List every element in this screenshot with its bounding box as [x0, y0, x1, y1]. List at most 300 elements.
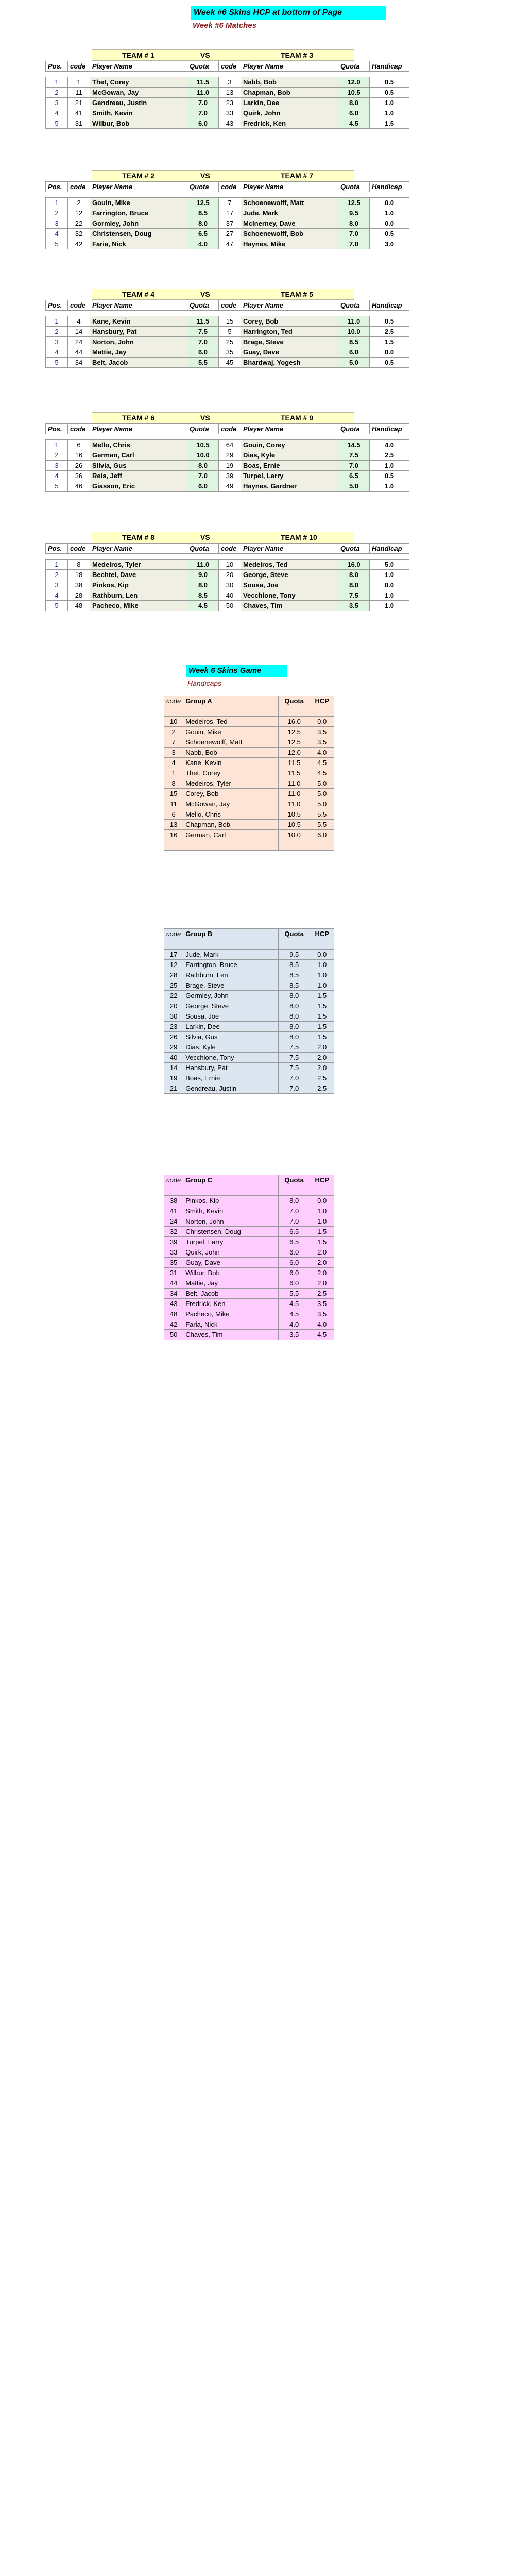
match-row: [46, 440, 409, 450]
team-header-row: [92, 412, 354, 423]
spacer-cell: [90, 72, 187, 77]
handicap-header: Handicap: [370, 300, 409, 311]
quota-cell: 8.0: [187, 461, 219, 471]
code-cell: 32: [164, 1227, 183, 1237]
group-row: [164, 1032, 334, 1042]
quota-cell: 5.5: [279, 1289, 310, 1299]
match-row: [46, 77, 409, 88]
player-header: Player Name: [241, 182, 338, 192]
match-header-row: [46, 544, 409, 554]
hcp-cell: 1.5: [310, 1001, 334, 1011]
quota-cell: 8.0: [338, 98, 370, 108]
player-header: Player Name: [241, 300, 338, 311]
match-table: [45, 423, 409, 492]
hcp-cell: 5.5: [310, 820, 334, 830]
code-cell: 43: [219, 118, 241, 129]
code-cell: 17: [164, 950, 183, 960]
quota-cell: 4.0: [279, 1319, 310, 1330]
quota-cell: 10.5: [187, 440, 219, 450]
quota-cell: 8.5: [279, 960, 310, 970]
player-header: Player Name: [241, 424, 338, 434]
pos-cell: 4: [46, 108, 68, 118]
spacer-cell: [187, 311, 219, 316]
pos-cell: 2: [46, 570, 68, 580]
team-left-label: TEAM # 1: [122, 51, 155, 59]
player-name-cell: Faria, Nick: [183, 1319, 279, 1330]
hcp-cell: 5.5: [310, 809, 334, 820]
code-cell: 39: [164, 1237, 183, 1247]
hcp-cell: 1.5: [310, 1227, 334, 1237]
match-row: [46, 239, 409, 249]
code-cell: 37: [219, 218, 241, 229]
group-row: [164, 1216, 334, 1227]
player-name-cell: Gendreau, Justin: [183, 1083, 279, 1094]
hcp-cell: 1.0: [310, 960, 334, 970]
code-cell: 47: [219, 239, 241, 249]
group-row: [164, 1309, 334, 1319]
pos-cell: 5: [46, 481, 68, 492]
spacer-cell: [183, 939, 279, 950]
quota-cell: 9.5: [338, 208, 370, 218]
spacer-cell: [219, 554, 241, 560]
code-header: code: [164, 929, 183, 939]
handicap-cell: 0.5: [370, 471, 409, 481]
player-name-cell: McGowan, Jay: [183, 799, 279, 809]
player-name-cell: Silvia, Gus: [183, 1032, 279, 1042]
pos-cell: 5: [46, 358, 68, 368]
quota-cell: 7.5: [338, 590, 370, 601]
code-cell: 38: [68, 580, 90, 590]
quota-cell: 6.0: [187, 118, 219, 129]
code-cell: 48: [164, 1309, 183, 1319]
pos-cell: 4: [46, 590, 68, 601]
vs-label: VS: [200, 172, 210, 180]
spacer-row: [164, 706, 334, 717]
group-row: [164, 778, 334, 789]
pos-cell: 2: [46, 450, 68, 461]
player-name-cell: Nabb, Bob: [241, 77, 338, 88]
code-cell: 20: [219, 570, 241, 580]
quota-cell: 7.0: [187, 337, 219, 347]
team-header-row: [92, 289, 354, 300]
player-name-cell: Norton, John: [183, 1216, 279, 1227]
quota-cell: 8.5: [338, 337, 370, 347]
match-block: [45, 289, 436, 368]
code-cell: 14: [68, 327, 90, 337]
hcp-cell: 3.5: [310, 1299, 334, 1309]
quota-cell: 8.0: [187, 580, 219, 590]
match-row: [46, 590, 409, 601]
player-name-cell: Chaves, Tim: [241, 601, 338, 611]
handicap-cell: 1.0: [370, 108, 409, 118]
code-cell: 6: [164, 809, 183, 820]
quota-cell: 8.0: [187, 218, 219, 229]
group-row: [164, 1053, 334, 1063]
player-name-cell: Schoenewolff, Matt: [241, 198, 338, 208]
group-row: [164, 809, 334, 820]
quota-cell: 6.5: [279, 1227, 310, 1237]
code-cell: 30: [219, 580, 241, 590]
player-name-cell: Gouin, Mike: [183, 727, 279, 737]
quota-cell: 12.5: [279, 727, 310, 737]
match-row: [46, 198, 409, 208]
hcp-cell: 1.0: [310, 970, 334, 980]
player-name-cell: Quirk, John: [183, 1247, 279, 1258]
pos-cell: 5: [46, 601, 68, 611]
hcp-cell: 1.5: [310, 991, 334, 1001]
quota-cell: 8.5: [187, 208, 219, 218]
hcp-cell: 2.0: [310, 1053, 334, 1063]
quota-cell: 8.0: [338, 570, 370, 580]
player-name-cell: Wilbur, Bob: [90, 118, 187, 129]
handicap-cell: 0.0: [370, 198, 409, 208]
quota-cell: 10.0: [187, 450, 219, 461]
hcp-cell: 1.5: [310, 1022, 334, 1032]
group-row: [164, 758, 334, 768]
code-cell: 39: [219, 471, 241, 481]
code-cell: 27: [219, 229, 241, 239]
pos-cell: 3: [46, 98, 68, 108]
match-row: [46, 560, 409, 570]
code-cell: 28: [68, 590, 90, 601]
player-name-cell: German, Carl: [90, 450, 187, 461]
hcp-cell: 1.0: [310, 980, 334, 991]
group-header-row: [164, 929, 334, 939]
group-row: [164, 991, 334, 1001]
quota-cell: 16.0: [279, 717, 310, 727]
pos-cell: 3: [46, 337, 68, 347]
code-header: code: [219, 300, 241, 311]
quota-cell: 7.0: [279, 1073, 310, 1083]
handicap-cell: 1.5: [370, 118, 409, 129]
handicap-cell: 1.0: [370, 601, 409, 611]
pos-cell: 1: [46, 77, 68, 88]
hcp-header: HCP: [310, 929, 334, 939]
group-row: [164, 950, 334, 960]
handicap-cell: 1.5: [370, 337, 409, 347]
match-block: [45, 49, 436, 129]
code-cell: 30: [164, 1011, 183, 1022]
spacer-cell: [187, 72, 219, 77]
quota-cell: 10.5: [279, 820, 310, 830]
code-cell: 25: [164, 980, 183, 991]
hcp-cell: 2.5: [310, 1289, 334, 1299]
group-row: [164, 1258, 334, 1268]
match-row: [46, 98, 409, 108]
match-row: [46, 580, 409, 590]
spacer-cell: [68, 434, 90, 440]
quota-cell: 6.0: [279, 1258, 310, 1268]
spacer-cell: [90, 554, 187, 560]
match-row: [46, 461, 409, 471]
group-row: [164, 1001, 334, 1011]
handicap-header: Handicap: [370, 544, 409, 554]
player-name-cell: Dias, Kyle: [241, 450, 338, 461]
spacer-cell: [338, 72, 370, 77]
code-cell: 31: [68, 118, 90, 129]
match-header-row: [46, 424, 409, 434]
spacer-cell: [187, 554, 219, 560]
code-cell: 48: [68, 601, 90, 611]
spacer-cell: [187, 192, 219, 198]
spacer-row: [164, 939, 334, 950]
hcp-cell: 4.5: [310, 768, 334, 778]
pos-header: Pos.: [46, 300, 68, 311]
spacer-cell: [68, 72, 90, 77]
player-name-cell: George, Steve: [183, 1001, 279, 1011]
quota-cell: 7.5: [338, 450, 370, 461]
quota-cell: 4.5: [279, 1309, 310, 1319]
quota-cell: 6.5: [187, 229, 219, 239]
group-row: [164, 768, 334, 778]
group-row: [164, 727, 334, 737]
quota-cell: 5.0: [338, 481, 370, 492]
code-cell: 13: [164, 820, 183, 830]
vs-label: VS: [200, 51, 210, 59]
group-row: [164, 820, 334, 830]
hcp-cell: 1.5: [310, 1011, 334, 1022]
player-header: Player Name: [90, 424, 187, 434]
quota-cell: 8.0: [338, 580, 370, 590]
player-name-cell: Christensen, Doug: [90, 229, 187, 239]
quota-cell: 11.5: [187, 77, 219, 88]
code-cell: 35: [164, 1258, 183, 1268]
quota-cell: 6.0: [187, 481, 219, 492]
handicap-cell: 2.5: [370, 327, 409, 337]
spacer-row: [46, 72, 409, 77]
code-cell: 15: [219, 316, 241, 327]
quota-cell: 8.5: [279, 970, 310, 980]
hcp-cell: 0.0: [310, 717, 334, 727]
player-name-cell: Norton, John: [90, 337, 187, 347]
handicap-cell: 3.0: [370, 239, 409, 249]
match-row: [46, 118, 409, 129]
hcp-cell: 3.5: [310, 727, 334, 737]
player-name-cell: Brage, Steve: [241, 337, 338, 347]
group-row: [164, 1237, 334, 1247]
code-cell: 14: [164, 1063, 183, 1073]
spacer-cell: [164, 1185, 183, 1196]
hcp-cell: 1.0: [310, 1216, 334, 1227]
group-row: [164, 1042, 334, 1053]
code-cell: 16: [164, 830, 183, 840]
match-header-row: [46, 300, 409, 311]
hcp-cell: 3.5: [310, 737, 334, 748]
team-right-label: TEAM # 7: [281, 172, 314, 180]
hcp-cell: 5.0: [310, 799, 334, 809]
player-name-cell: Fredrick, Ken: [241, 118, 338, 129]
quota-header: Quota: [338, 182, 370, 192]
pos-header: Pos.: [46, 544, 68, 554]
quota-cell: 4.5: [279, 1299, 310, 1309]
spacer-cell: [46, 434, 68, 440]
team-header-row: [92, 170, 354, 181]
code-cell: 19: [164, 1073, 183, 1083]
spacer-cell: [241, 192, 338, 198]
quota-cell: 11.0: [279, 778, 310, 789]
player-name-cell: Smith, Kevin: [183, 1206, 279, 1216]
hcp-cell: 2.5: [310, 1083, 334, 1094]
code-header: code: [68, 61, 90, 72]
code-cell: 11: [164, 799, 183, 809]
match-table: [45, 543, 409, 611]
group-row: [164, 1227, 334, 1237]
handicap-cell: 1.0: [370, 590, 409, 601]
code-cell: 41: [164, 1206, 183, 1216]
code-header: code: [164, 696, 183, 706]
spacer-cell: [46, 311, 68, 316]
code-cell: 10: [164, 717, 183, 727]
code-cell: 4: [68, 316, 90, 327]
hcp-cell: 6.0: [310, 830, 334, 840]
match-row: [46, 337, 409, 347]
code-cell: 19: [219, 461, 241, 471]
player-name-cell: Dias, Kyle: [183, 1042, 279, 1053]
quota-cell: 6.5: [279, 1237, 310, 1247]
hcp-cell: 2.0: [310, 1042, 334, 1053]
player-name-cell: Vecchione, Tony: [183, 1053, 279, 1063]
spacer-cell: [279, 939, 310, 950]
player-name-cell: Turpel, Larry: [241, 471, 338, 481]
page-title: Week #6 Skins HCP at bottom of Page: [191, 6, 386, 20]
team-header-row: [92, 532, 354, 543]
code-cell: 40: [219, 590, 241, 601]
match-table: [45, 181, 409, 249]
handicap-cell: 0.0: [370, 218, 409, 229]
spacer-row: [46, 554, 409, 560]
pos-cell: 3: [46, 218, 68, 229]
spacer-cell: [90, 311, 187, 316]
group-row: [164, 1083, 334, 1094]
quota-cell: 11.0: [187, 88, 219, 98]
hcp-cell: 1.5: [310, 1032, 334, 1042]
spacer-cell: [90, 434, 187, 440]
blank-cell: [164, 840, 183, 851]
player-name-cell: Medeiros, Tyler: [90, 560, 187, 570]
player-name-cell: Gouin, Mike: [90, 198, 187, 208]
player-name-cell: Turpel, Larry: [183, 1237, 279, 1247]
player-name-cell: Mello, Chris: [90, 440, 187, 450]
code-cell: 22: [164, 991, 183, 1001]
player-name-cell: Bechtel, Dave: [90, 570, 187, 580]
quota-cell: 8.0: [279, 991, 310, 1001]
code-header: code: [68, 544, 90, 554]
code-header: code: [219, 424, 241, 434]
quota-cell: 6.5: [338, 471, 370, 481]
quota-cell: 6.0: [187, 347, 219, 358]
spacer-cell: [241, 72, 338, 77]
blank-cell: [279, 840, 310, 851]
hcp-cell: 1.5: [310, 1237, 334, 1247]
code-cell: 18: [68, 570, 90, 580]
spacer-cell: [241, 311, 338, 316]
pos-cell: 1: [46, 316, 68, 327]
group-row: [164, 789, 334, 799]
spacer-cell: [338, 434, 370, 440]
quota-cell: 10.0: [279, 830, 310, 840]
handicap-cell: 4.0: [370, 440, 409, 450]
quota-cell: 8.5: [279, 980, 310, 991]
code-cell: 42: [164, 1319, 183, 1330]
match-table: [45, 61, 409, 129]
spacer-cell: [183, 706, 279, 717]
quota-cell: 9.5: [279, 950, 310, 960]
quota-cell: 4.5: [187, 601, 219, 611]
spacer-cell: [310, 706, 334, 717]
spacer-cell: [187, 434, 219, 440]
team-left-label: TEAM # 6: [122, 414, 155, 422]
spacer-cell: [219, 311, 241, 316]
quota-cell: 14.5: [338, 440, 370, 450]
player-name-cell: McInerney, Dave: [241, 218, 338, 229]
player-header: Player Name: [241, 61, 338, 72]
player-header: Player Name: [90, 182, 187, 192]
player-name-cell: McGowan, Jay: [90, 88, 187, 98]
player-name-cell: Kane, Kevin: [183, 758, 279, 768]
player-name-cell: Rathburn, Len: [90, 590, 187, 601]
hcp-cell: 2.0: [310, 1268, 334, 1278]
skins-group-table: [164, 696, 334, 851]
player-name-cell: Boas, Ernie: [183, 1073, 279, 1083]
quota-header: Quota: [187, 544, 219, 554]
quota-cell: 12.5: [279, 737, 310, 748]
player-name-cell: Corey, Bob: [241, 316, 338, 327]
code-cell: 26: [68, 461, 90, 471]
pos-cell: 3: [46, 580, 68, 590]
player-name-cell: Medeiros, Tyler: [183, 778, 279, 789]
quota-cell: 12.5: [187, 198, 219, 208]
hcp-cell: 1.0: [310, 1206, 334, 1216]
pos-cell: 1: [46, 560, 68, 570]
player-name-cell: Guay, Dave: [241, 347, 338, 358]
group-row: [164, 1073, 334, 1083]
handicap-cell: 1.0: [370, 570, 409, 580]
player-name-cell: Mello, Chris: [183, 809, 279, 820]
quota-cell: 10.5: [279, 809, 310, 820]
player-name-cell: Larkin, Dee: [241, 98, 338, 108]
player-name-cell: Gouin, Corey: [241, 440, 338, 450]
quota-cell: 6.0: [279, 1247, 310, 1258]
player-name-cell: Smith, Kevin: [90, 108, 187, 118]
player-name-cell: Gormley, John: [90, 218, 187, 229]
player-name-cell: Pinkos, Kip: [90, 580, 187, 590]
code-cell: 17: [219, 208, 241, 218]
handicap-header: Handicap: [370, 182, 409, 192]
spacer-cell: [183, 1185, 279, 1196]
hcp-cell: 4.0: [310, 748, 334, 758]
match-row: [46, 316, 409, 327]
code-cell: 33: [164, 1247, 183, 1258]
quota-header: Quota: [338, 544, 370, 554]
code-cell: 44: [164, 1278, 183, 1289]
code-cell: 22: [68, 218, 90, 229]
code-cell: 46: [68, 481, 90, 492]
code-cell: 35: [219, 347, 241, 358]
player-name-cell: Haynes, Mike: [241, 239, 338, 249]
quota-cell: 6.0: [338, 347, 370, 358]
code-cell: 8: [164, 778, 183, 789]
quota-cell: 5.5: [187, 358, 219, 368]
match-block: [45, 170, 436, 249]
group-row: [164, 830, 334, 840]
spacer-cell: [164, 706, 183, 717]
code-cell: 64: [219, 440, 241, 450]
code-header: code: [68, 182, 90, 192]
handicap-cell: 5.0: [370, 560, 409, 570]
quota-cell: 11.0: [279, 789, 310, 799]
quota-cell: 3.5: [338, 601, 370, 611]
quota-cell: 7.0: [279, 1206, 310, 1216]
